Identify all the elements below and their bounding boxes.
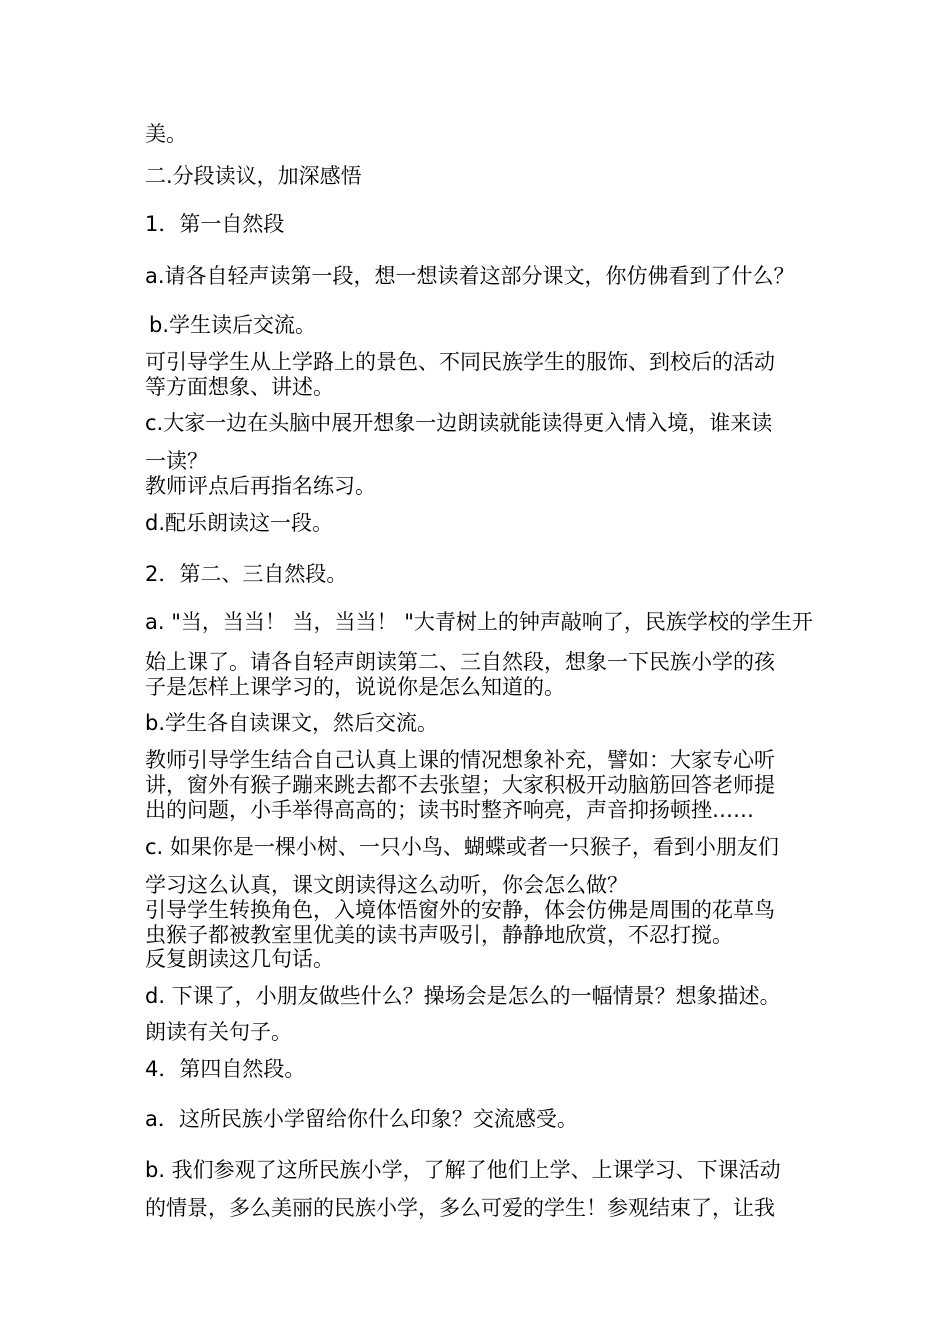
text-line: c.大家一边在头脑中展开想象一边朗读就能读得更入情入境，谁来读 <box>145 411 773 435</box>
text-line: a. "当，当当！ 当，当当！ "大青树上的钟声敲响了，民族学校的学生开 <box>145 610 813 634</box>
text-line: 的情景，多么美丽的民族小学，多么可爱的学生！参观结束了，让我 <box>145 1196 775 1220</box>
text-line: 美。 <box>145 122 187 146</box>
section-heading: 二.分段读议，加深感悟 <box>145 164 362 188</box>
text-line: 一读？ <box>145 449 208 473</box>
paragraph-heading: 1．第一自然段 <box>145 212 285 236</box>
text-line: 反复朗读这几句话。 <box>145 947 334 971</box>
text-line: d. 下课了，小朋友做些什么？操场会是怎么的一幅情景？想象描述。 <box>145 984 781 1008</box>
text-line: d.配乐朗读这一段。 <box>145 511 334 535</box>
text-line: b.学生读后交流。 <box>149 313 317 337</box>
text-line: 子是怎样上课学习的，说说你是怎么知道的。 <box>145 675 565 699</box>
paragraph-heading: 4．第四自然段。 <box>145 1057 306 1081</box>
text-line: a.请各自轻声读第一段，想一想读着这部分课文，你仿佛看到了什么？ <box>145 264 795 288</box>
text-line: 始上课了。请各自轻声朗读第二、三自然段，想象一下民族小学的孩 <box>145 650 775 674</box>
text-line: c. 如果你是一棵小树、一只小鸟、蝴蝶或者一只猴子，看到小朋友们 <box>145 835 779 859</box>
text-line: 等方面想象、讲述。 <box>145 375 334 399</box>
text-line: 讲，窗外有猴子蹦来跳去都不去张望；大家积极开动脑筋回答老师提 <box>145 773 775 797</box>
text-line: 引导学生转换角色，入境体悟窗外的安静，体会仿佛是周围的花草鸟 <box>145 898 775 922</box>
paragraph-heading: 2．第二、三自然段。 <box>145 562 348 586</box>
text-line: 教师评点后再指名练习。 <box>145 474 376 498</box>
text-line: 可引导学生从上学路上的景色、不同民族学生的服饰、到校后的活动 <box>145 350 775 374</box>
text-line: 虫猴子都被教室里优美的读书声吸引，静静地欣赏，不忍打搅。 <box>145 923 733 947</box>
text-line: 教师引导学生结合自己认真上课的情况想象补充，譬如：大家专心听 <box>145 748 775 772</box>
text-line: b. 我们参观了这所民族小学，了解了他们上学、上课学习、下课活动 <box>145 1158 781 1182</box>
text-line: 出的问题，小手举得高高的；读书时整齐响亮，声音抑扬顿挫…… <box>145 798 754 822</box>
text-line: a．这所民族小学留给你什么印象？交流感受。 <box>145 1107 578 1131</box>
text-line: 学习这么认真，课文朗读得这么动听，你会怎么做？ <box>145 873 628 897</box>
text-line: 朗读有关句子。 <box>145 1020 292 1044</box>
text-line: b.学生各自读课文，然后交流。 <box>145 711 439 735</box>
